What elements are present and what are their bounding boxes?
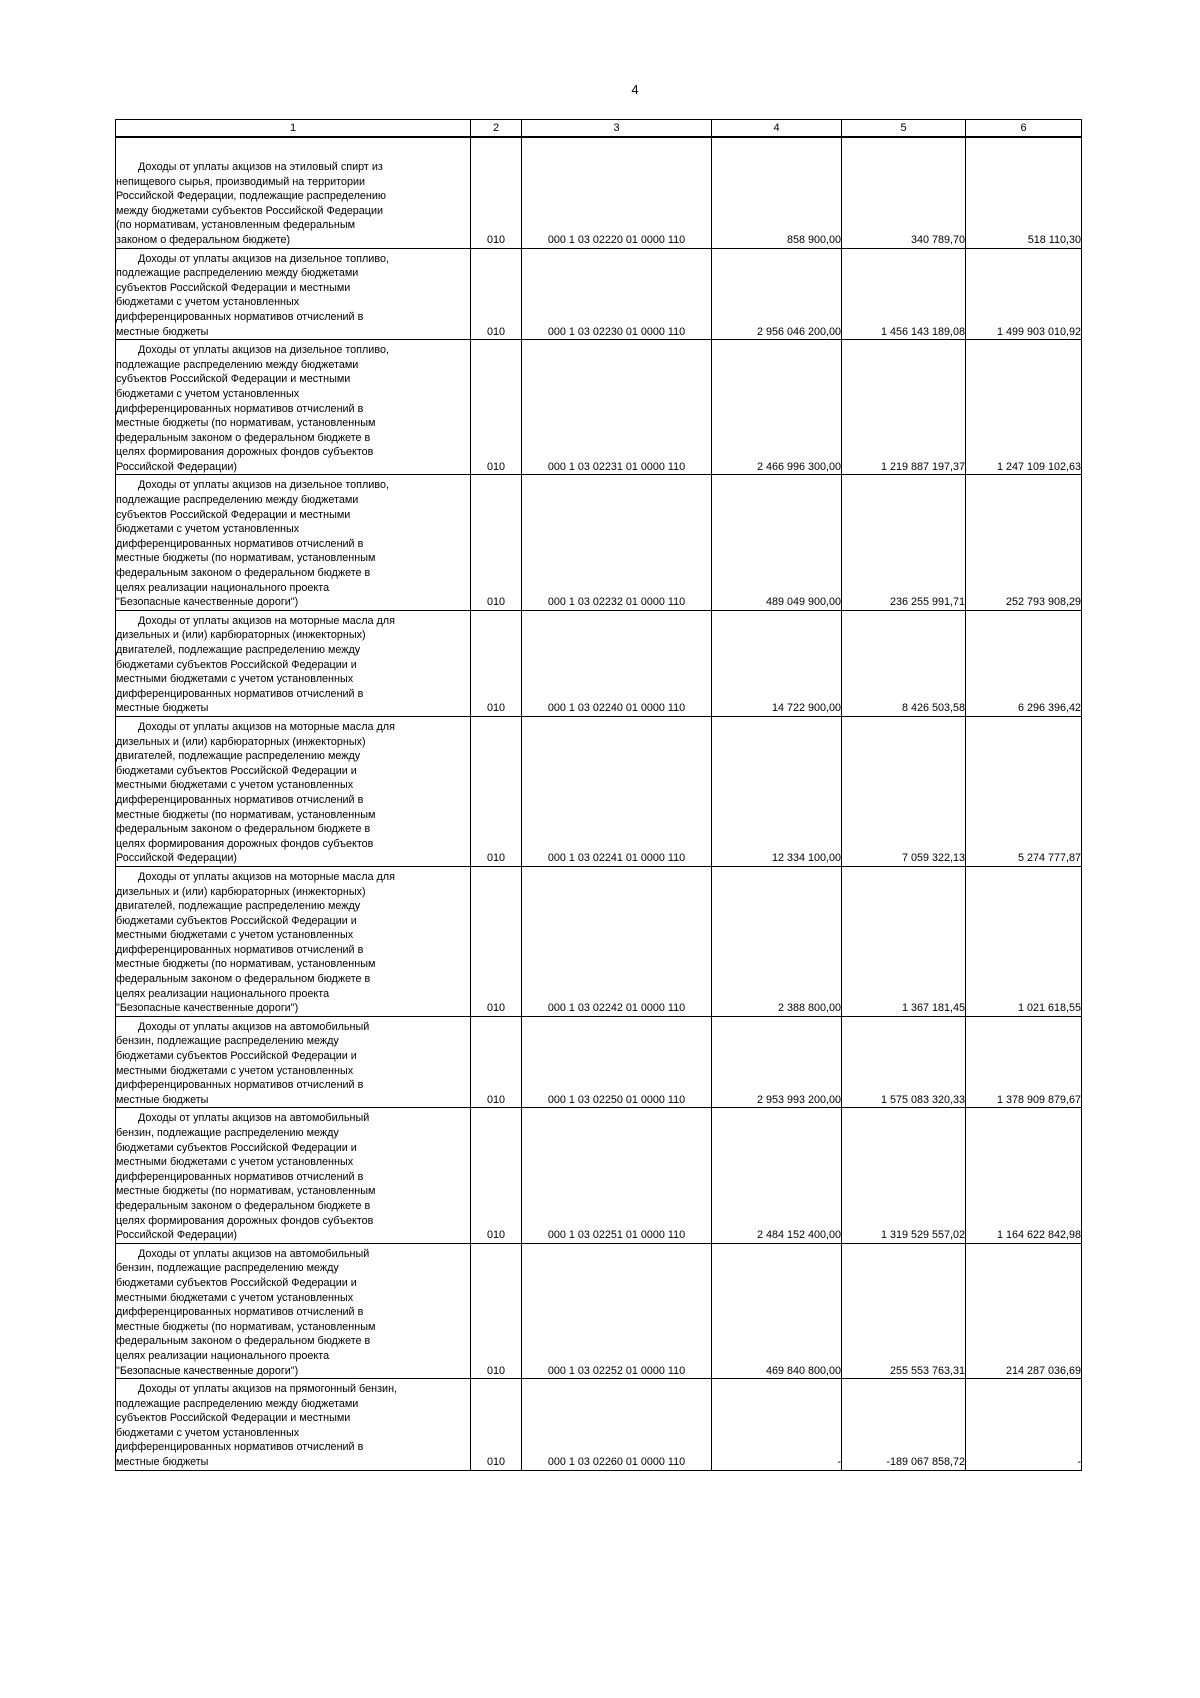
description-line: Доходы от уплаты акцизов на дизельное топливо, xyxy=(138,479,389,492)
income-description xyxy=(116,716,471,866)
line-code: 010 xyxy=(471,340,522,475)
income-description xyxy=(116,248,471,340)
description-line: дизельных и (или) карбюраторных (инжекторных) xyxy=(116,629,366,642)
amount-col6: 1 247 109 102,63 xyxy=(966,340,1082,475)
description-line: Доходы от уплаты акцизов на дизельное топливо, xyxy=(138,344,389,357)
amount-col4: 2 953 993 200,00 xyxy=(712,1016,842,1108)
table-row xyxy=(116,1108,1082,1243)
income-description xyxy=(116,340,471,475)
income-description xyxy=(116,137,471,248)
column-header-6: 6 xyxy=(966,120,1082,138)
description-line: "Безопасные качественные дороги") xyxy=(116,1002,299,1015)
line-code: 010 xyxy=(471,137,522,248)
description-line: дифференцированных нормативов отчислений в xyxy=(116,310,364,323)
description-line: местными бюджетами с учетом установленных xyxy=(116,673,354,686)
description-line: подлежащие распределению между бюджетами xyxy=(116,267,359,280)
description-line: непищевого сырья, производимый на территории xyxy=(116,175,366,188)
description-line: Доходы от уплаты акцизов на автомобильный xyxy=(138,1247,370,1260)
table-row xyxy=(116,137,1082,248)
description-line: местные бюджеты (по нормативам, установленным xyxy=(116,1320,376,1333)
revenue-table xyxy=(115,119,1082,1471)
description-line: бензин, подлежащие распределению между xyxy=(116,1262,339,1275)
description-line: дизельных и (или) карбюраторных (инжекторных) xyxy=(116,885,366,898)
table-row xyxy=(116,716,1082,866)
description-line: дифференцированных нормативов отчислений в xyxy=(116,687,364,700)
description-line: Доходы от уплаты акцизов на автомобильный xyxy=(138,1020,370,1033)
description-line: целях формирования дорожных фондов субъектов xyxy=(116,837,374,850)
column-header-4: 4 xyxy=(712,120,842,138)
description-line: бюджетами субъектов Российской Федерации и xyxy=(116,1141,357,1154)
budget-classification-code: 000 1 03 02242 01 0000 110 xyxy=(522,866,712,1016)
amount-col5: 1 367 181,45 xyxy=(842,866,966,1016)
description-line: федеральным законом о федеральном бюджете в xyxy=(116,973,371,986)
description-line: федеральным законом о федеральном бюджете в xyxy=(116,567,371,580)
table-row xyxy=(116,1243,1082,1378)
budget-classification-code: 000 1 03 02230 01 0000 110 xyxy=(522,248,712,340)
description-line: дифференцированных нормативов отчислений в xyxy=(116,793,364,806)
amount-col4: 469 840 800,00 xyxy=(712,1243,842,1378)
description-line: целях формирования дорожных фондов субъектов xyxy=(116,446,374,459)
description-line: подлежащие распределению между бюджетами xyxy=(116,358,359,371)
description-line: местными бюджетами с учетом установленных xyxy=(116,929,354,942)
budget-classification-code: 000 1 03 02250 01 0000 110 xyxy=(522,1016,712,1108)
line-code: 010 xyxy=(471,1108,522,1243)
description-line: бюджетами субъектов Российской Федерации и xyxy=(116,764,357,777)
description-line: подлежащие распределению между бюджетами xyxy=(116,1397,359,1410)
amount-col4: - xyxy=(712,1379,842,1471)
description-line: субъектов Российской Федерации и местными xyxy=(116,1412,351,1425)
line-code: 010 xyxy=(471,1243,522,1378)
line-code: 010 xyxy=(471,248,522,340)
table-row xyxy=(116,866,1082,1016)
description-line: дизельных и (или) карбюраторных (инжекторных) xyxy=(116,735,366,748)
amount-col6: - xyxy=(966,1379,1082,1471)
description-line: бюджетами с учетом установленных xyxy=(116,1426,300,1439)
line-code: 010 xyxy=(471,1016,522,1108)
description-line: бюджетами субъектов Российской Федерации и xyxy=(116,1050,357,1063)
description-line: целях формирования дорожных фондов субъектов xyxy=(116,1214,374,1227)
description-line: бензин, подлежащие распределению между xyxy=(116,1127,339,1139)
description-line: бюджетами с учетом установленных xyxy=(116,296,300,309)
budget-classification-code: 000 1 03 02260 01 0000 110 xyxy=(522,1379,712,1471)
description-line: местные бюджеты (по нормативам, установленным xyxy=(116,552,376,565)
amount-col5: 1 219 887 197,37 xyxy=(842,340,966,475)
income-description xyxy=(116,1108,471,1243)
amount-col4: 2 388 800,00 xyxy=(712,866,842,1016)
description-line: двигателей, подлежащие распределению между xyxy=(116,750,361,763)
column-header-1: 1 xyxy=(116,120,471,138)
description-line: субъектов Российской Федерации и местными xyxy=(116,373,351,386)
description-line: субъектов Российской Федерации и местными xyxy=(116,508,351,521)
description-line: бюджетами субъектов Российской Федерации и xyxy=(116,658,357,671)
description-line: дифференцированных нормативов отчислений в xyxy=(116,1306,364,1319)
description-line: местными бюджетами с учетом установленных xyxy=(116,1156,354,1169)
amount-col6: 518 110,30 xyxy=(966,137,1082,248)
income-description xyxy=(116,610,471,716)
description-line: между бюджетами субъектов Российской Федерации xyxy=(116,204,384,217)
amount-col4: 12 334 100,00 xyxy=(712,716,842,866)
amount-col5: 340 789,70 xyxy=(842,137,966,248)
description-line: Доходы от уплаты акцизов на прямогонный бензин, xyxy=(138,1383,398,1396)
description-line: местными бюджетами с учетом установленных xyxy=(116,779,354,792)
line-code: 010 xyxy=(471,1379,522,1471)
amount-col5: 7 059 322,13 xyxy=(842,716,966,866)
budget-classification-code: 000 1 03 02240 01 0000 110 xyxy=(522,610,712,716)
budget-classification-code: 000 1 03 02231 01 0000 110 xyxy=(522,340,712,475)
description-line: федеральным законом о федеральном бюджете в xyxy=(116,1335,371,1348)
description-line: дифференцированных нормативов отчислений в xyxy=(116,943,364,956)
description-line: местные бюджеты (по нормативам, установленным xyxy=(116,808,376,821)
amount-col5: 255 553 763,31 xyxy=(842,1243,966,1378)
description-line: дифференцированных нормативов отчислений в xyxy=(116,1170,364,1183)
description-line: бензин, подлежащие распределению между xyxy=(116,1035,339,1048)
line-code: 010 xyxy=(471,716,522,866)
description-line: местные бюджеты (по нормативам, установленным xyxy=(116,958,376,971)
amount-col5: -189 067 858,72 xyxy=(842,1379,966,1471)
description-line: федеральным законом о федеральном бюджете в xyxy=(116,823,371,836)
table-row xyxy=(116,610,1082,716)
line-code: 010 xyxy=(471,610,522,716)
income-description xyxy=(116,1379,471,1471)
description-line: Российской Федерации) xyxy=(116,852,238,865)
budget-classification-code: 000 1 03 02232 01 0000 110 xyxy=(522,475,712,610)
description-line: Доходы от уплаты акцизов на дизельное топливо, xyxy=(138,252,389,265)
description-line: "Безопасные качественные дороги") xyxy=(116,1364,299,1377)
income-description xyxy=(116,1243,471,1378)
description-line: местные бюджеты (по нормативам, установленным xyxy=(116,417,376,430)
description-line: федеральным законом о федеральном бюджете в xyxy=(116,1199,371,1212)
description-line: законом о федеральном бюджете) xyxy=(116,233,291,246)
budget-classification-code: 000 1 03 02252 01 0000 110 xyxy=(522,1243,712,1378)
amount-col6: 1 164 622 842,98 xyxy=(966,1108,1082,1243)
description-line: двигателей, подлежащие распределению между xyxy=(116,900,361,913)
description-line: местные бюджеты xyxy=(116,702,209,715)
description-line: Доходы от уплаты акцизов на моторные масла для xyxy=(138,720,395,733)
amount-col6: 1 378 909 879,67 xyxy=(966,1016,1082,1108)
amount-col4: 2 956 046 200,00 xyxy=(712,248,842,340)
description-line: местные бюджеты xyxy=(116,325,209,338)
description-line: (по нормативам, установленным федеральным xyxy=(116,219,356,232)
description-line: дифференцированных нормативов отчислений в xyxy=(116,537,364,550)
description-line: федеральным законом о федеральном бюджете в xyxy=(116,431,371,444)
amount-col5: 1 575 083 320,33 xyxy=(842,1016,966,1108)
description-line: целях реализации национального проекта xyxy=(116,987,330,1000)
description-line: бюджетами субъектов Российской Федерации и xyxy=(116,914,357,927)
description-line: субъектов Российской Федерации и местными xyxy=(116,281,351,294)
description-line: целях реализации национального проекта xyxy=(116,581,330,594)
description-line: местными бюджетами с учетом установленных xyxy=(116,1064,354,1077)
table-row xyxy=(116,340,1082,475)
line-code: 010 xyxy=(471,866,522,1016)
amount-col4: 858 900,00 xyxy=(712,137,842,248)
amount-col6: 6 296 396,42 xyxy=(966,610,1082,716)
amount-col6: 214 287 036,69 xyxy=(966,1243,1082,1378)
description-line: бюджетами с учетом установленных xyxy=(116,387,300,400)
description-line: Доходы от уплаты акцизов на этиловый спирт из xyxy=(138,161,383,173)
column-number-header-row xyxy=(116,120,1082,138)
table-row xyxy=(116,1016,1082,1108)
line-code: 010 xyxy=(471,475,522,610)
description-line: двигателей, подлежащие распределению между xyxy=(116,644,361,656)
table-row xyxy=(116,248,1082,340)
description-line: целях реализации национального проекта xyxy=(116,1349,330,1362)
description-line: дифференцированных нормативов отчислений в xyxy=(116,1441,364,1454)
description-line: Доходы от уплаты акцизов на моторные масла для xyxy=(138,870,395,883)
description-line: местные бюджеты xyxy=(116,1456,209,1469)
page-number: 4 xyxy=(631,82,639,97)
description-line: Российской Федерации) xyxy=(116,1229,238,1242)
amount-col4: 489 049 900,00 xyxy=(712,475,842,610)
description-line: Доходы от уплаты акцизов на автомобильный xyxy=(138,1112,370,1125)
amount-col5: 8 426 503,58 xyxy=(842,610,966,716)
description-line: подлежащие распределению между бюджетами xyxy=(116,494,359,507)
amount-col6: 5 274 777,87 xyxy=(966,716,1082,866)
budget-classification-code: 000 1 03 02220 01 0000 110 xyxy=(522,137,712,248)
amount-col5: 236 255 991,71 xyxy=(842,475,966,610)
amount-col6: 252 793 908,29 xyxy=(966,475,1082,610)
amount-col4: 2 484 152 400,00 xyxy=(712,1108,842,1243)
column-header-3: 3 xyxy=(522,120,712,138)
amount-col5: 1 456 143 189,08 xyxy=(842,248,966,340)
description-line: дифференцированных нормативов отчислений в xyxy=(116,402,364,415)
description-line: бюджетами с учетом установленных xyxy=(116,523,300,536)
budget-classification-code: 000 1 03 02241 01 0000 110 xyxy=(522,716,712,866)
description-line: бюджетами субъектов Российской Федерации и xyxy=(116,1276,357,1289)
description-line: местные бюджеты (по нормативам, установленным xyxy=(116,1185,376,1198)
description-line: Российской Федерации, подлежащие распределению xyxy=(116,190,387,203)
amount-col6: 1 499 903 010,92 xyxy=(966,248,1082,340)
table-row xyxy=(116,475,1082,610)
column-header-2: 2 xyxy=(471,120,522,138)
budget-classification-code: 000 1 03 02251 01 0000 110 xyxy=(522,1108,712,1243)
amount-col4: 14 722 900,00 xyxy=(712,610,842,716)
description-line: "Безопасные качественные дороги") xyxy=(116,596,299,609)
table-row xyxy=(116,1379,1082,1471)
income-description xyxy=(116,475,471,610)
description-line: местные бюджеты xyxy=(116,1093,209,1106)
column-header-5: 5 xyxy=(842,120,966,138)
amount-col4: 2 466 996 300,00 xyxy=(712,340,842,475)
income-description xyxy=(116,866,471,1016)
amount-col5: 1 319 529 557,02 xyxy=(842,1108,966,1243)
description-line: Доходы от уплаты акцизов на моторные масла для xyxy=(138,614,395,627)
table-body xyxy=(116,137,1082,1470)
income-description xyxy=(116,1016,471,1108)
amount-col6: 1 021 618,55 xyxy=(966,866,1082,1016)
description-line: Российской Федерации) xyxy=(116,460,238,473)
description-line: дифференцированных нормативов отчислений в xyxy=(116,1079,364,1092)
description-line: местными бюджетами с учетом установленных xyxy=(116,1291,354,1304)
